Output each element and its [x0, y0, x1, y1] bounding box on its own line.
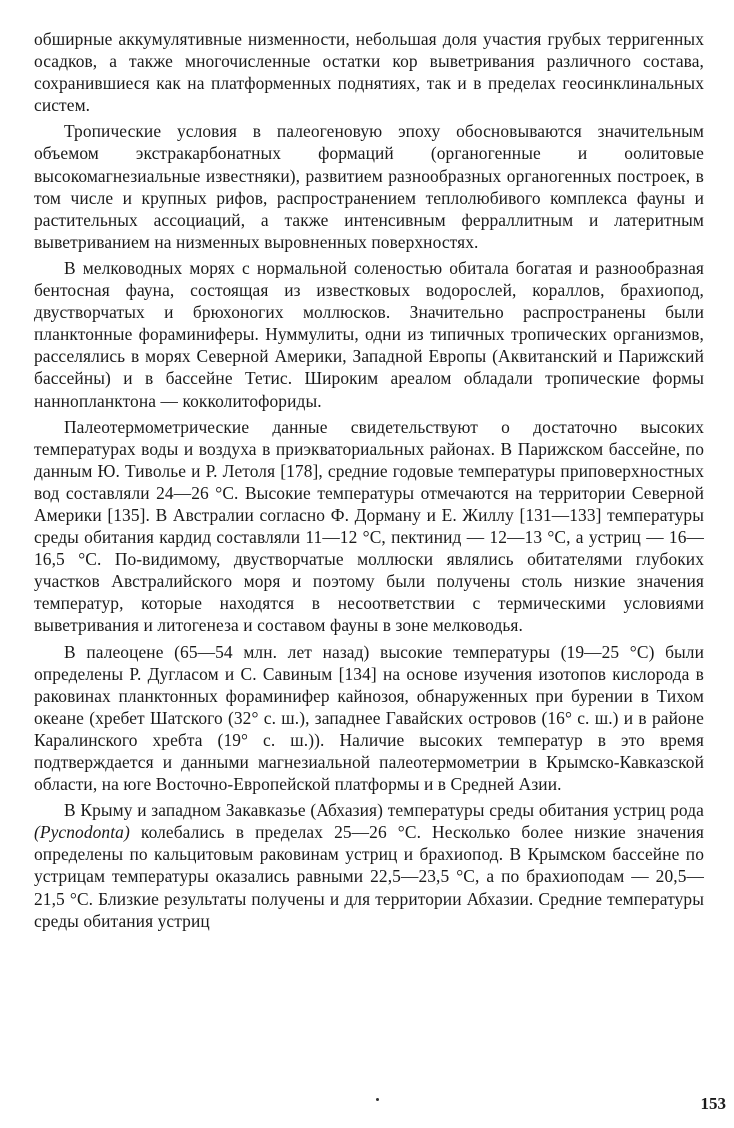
print-speck	[376, 1098, 379, 1101]
paragraph-2: Тропические условия в палеогеновую эпоху обосновываются значительным объемом экстракарбонатных формаций (органогенные и оолитовые высокомагнезиальные известняки), развитием разнообразных органогенных построек, в том числе и крупных рифов, распространением теплолюбивого комплекса фауны и растительных ассоциаций, а также интенсивным ферраллитным и латеритным выветриванием на низменных выровненных поверхностях.	[34, 121, 704, 252]
page-number: 153	[700, 1094, 726, 1113]
paragraph-4: Палеотермометрические данные свидетельствуют о достаточно высоких температурах воды и воздуха в приэкваториальных районах. В Парижском бассейне, по данным Ю. Тиволье и Р. Летоля [178], средние годовые температуры приповерхностных вод составляли 24—26 °С. Высокие температуры отмечаются на территории Северной Америки [135]. В Австралии согласно Ф. Дорману и Е. Жиллу [131—133] температуры среды обитания кардид составляли 11—12 °С, пектинид — 12—13 °С, а устриц — 16—16,5 °С. По-видимому, двустворчатые моллюски являлись обитателями глубоких участков Австралийского моря и поэтому были получены столь низкие значения температур, которые находятся в несоответствии с термическими условиями выветривания и литогенеза и составом фауны в зоне мелководья.	[34, 416, 704, 636]
paragraph-5: В палеоцене (65—54 млн. лет назад) высокие температуры (19—25 °С) были определены Р. Дугласом и С. Савиным [134] на основе изучения изотопов кислорода в раковинах планктонных фораминифер кайнозоя, обнаруженных при бурении в Тихом океане (хребет Шатского (32° с. ш.), западнее Гавайских островов (16° с. ш.) и в районе Каралинского хребта (19° с. ш.)). Наличие высоких температур в это время подтверждается и данными магнезиальной палеотермометрии в Крымско-Кавказской области, на юге Восточно-Европейской платформы и в Средней Азии.	[34, 641, 704, 795]
genus-name-italic: (Pycnodonta)	[34, 822, 130, 843]
page-body	[34, 28, 704, 932]
paragraph-6-text-start: В Крыму и западном Закавказье (Абхазия) температуры среды обитания устриц рода	[64, 800, 704, 821]
paragraph-6-text-end: колебались в пределах 25—26 °С. Несколько более низкие значения определены по кальцитовым раковинам устриц и брахиопод. В Крымском бассейне по устрицам температуры оказались равными 22,5—23,5 °С, а по брахиоподам — 20,5—21,5 °С. Близкие результаты получены и для территории Абхазии. Средние температуры среды обитания устриц	[34, 822, 704, 931]
paragraph-1: обширные аккумулятивные низменности, небольшая доля участия грубых терригенных осадков, а также многочисленные остатки кор выветривания различного состава, сохранившиеся как на платформенных поднятиях, так и в пределах геосинклинальных систем.	[34, 29, 704, 116]
paragraph-3: В мелководных морях с нормальной соленостью обитала богатая и разнообразная бентосная фауна, состоящая из известковых водорослей, кораллов, брахиопод, двустворчатых и брюхоногих моллюсков. Значительно распространены были планктонные фораминиферы. Нуммулиты, одни из типичных тропических организмов, расселялись в морях Северной Америки, Западной Европы (Аквитанский и Парижский бассейны) и в бассейне Тетис. Широким ареалом обладали тропические формы наннопланктона — кокколитофориды.	[34, 257, 704, 411]
paragraph-6	[34, 799, 704, 932]
